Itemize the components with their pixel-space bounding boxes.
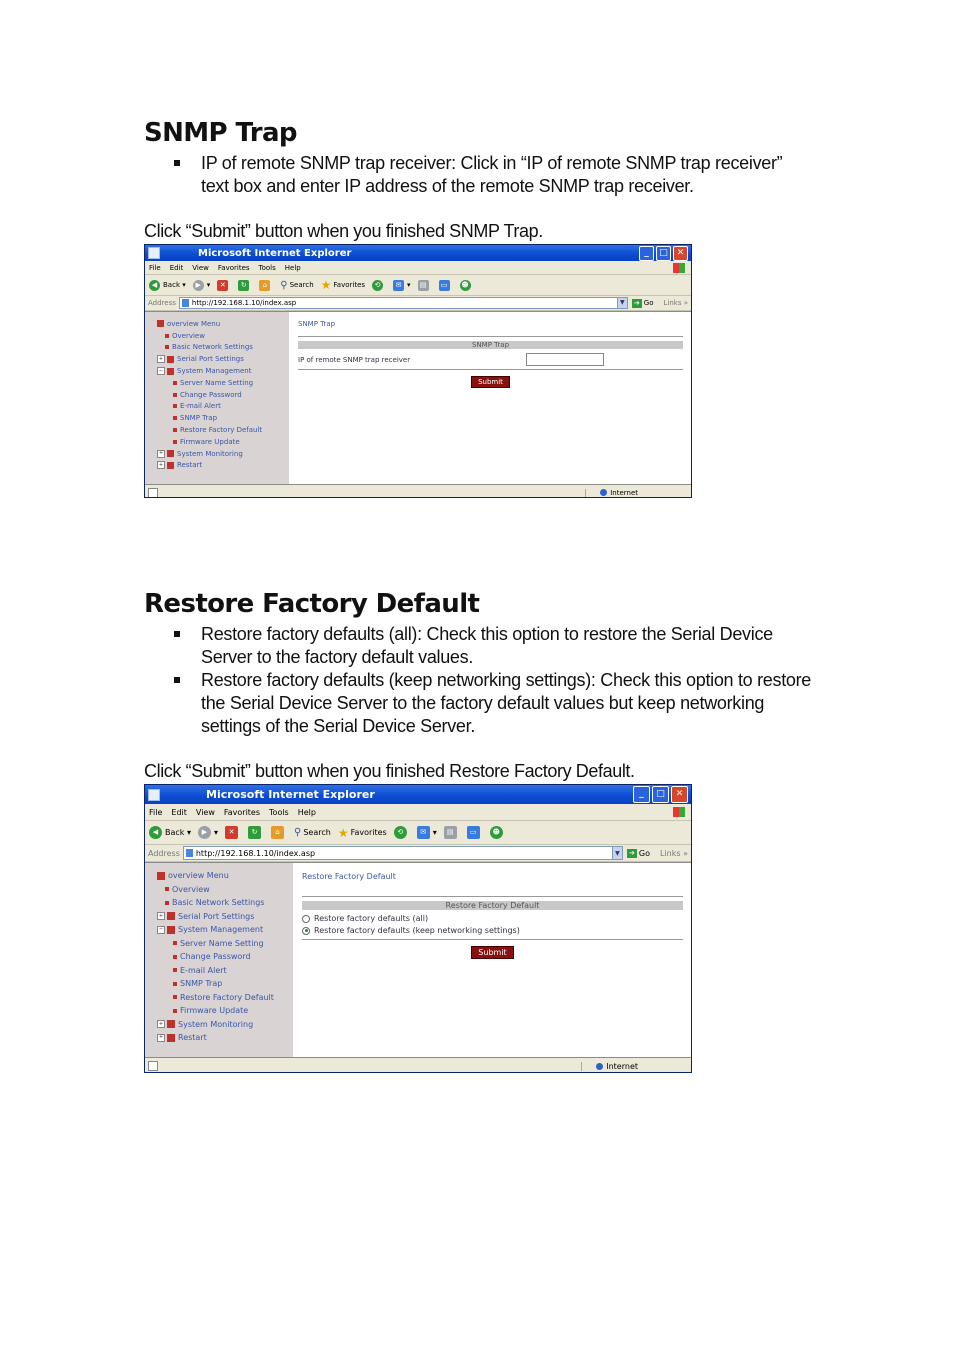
menu-tools[interactable]: Tools	[258, 263, 276, 272]
page-icon	[173, 982, 177, 986]
zone-label: Internet	[610, 488, 638, 497]
nav-item-restore-default[interactable]	[145, 991, 293, 1005]
main-panel	[293, 863, 691, 1057]
print-icon: ▤	[444, 826, 457, 839]
go-button[interactable]	[632, 299, 654, 308]
page-icon	[173, 995, 177, 999]
edit-icon: ▭	[467, 826, 480, 839]
nav-item-email-alert[interactable]	[145, 964, 293, 978]
chevron-down-icon[interactable]: ▼	[612, 847, 622, 858]
nav-item-restart[interactable]	[145, 1031, 293, 1045]
menu-favorites[interactable]: Favorites	[223, 807, 261, 817]
radio-restore-all[interactable]	[302, 915, 310, 923]
home-icon: ⌂	[271, 826, 284, 839]
back-button[interactable]: ◀ Back ▾	[149, 280, 186, 291]
nav-item-overview[interactable]	[145, 330, 289, 342]
collapse-icon[interactable]: −	[158, 367, 164, 374]
divider	[302, 896, 683, 897]
ie-app-icon	[148, 789, 160, 801]
section-title-restore-default: Restore Factory Default	[144, 589, 480, 619]
menu-tools[interactable]: Tools	[269, 807, 289, 817]
page-icon	[173, 404, 177, 408]
links-label: Links	[663, 299, 682, 307]
page-icon	[173, 440, 177, 444]
search-label: Search	[289, 281, 314, 289]
page-status-icon	[148, 1061, 158, 1071]
zone-label: Internet	[606, 1061, 638, 1071]
option-restore-all[interactable]	[302, 914, 683, 923]
mail-icon: ✉	[417, 826, 430, 839]
folder-icon	[157, 872, 165, 880]
messenger-icon: ☻	[490, 826, 503, 839]
nav-label: Firmware Update	[180, 437, 240, 446]
toolbar	[145, 275, 691, 296]
nav-label: Restart	[177, 461, 203, 470]
ie-app-icon	[148, 247, 160, 259]
minimize-icon[interactable]: _	[633, 786, 650, 803]
minimize-icon[interactable]: _	[639, 246, 654, 261]
folder-icon	[167, 462, 174, 469]
page-icon	[165, 345, 169, 349]
print-button[interactable]	[444, 826, 460, 839]
refresh-button[interactable]	[248, 826, 264, 839]
option-label: Restore factory defaults (keep networking settings)	[314, 926, 520, 935]
nav-label: System Management	[178, 925, 264, 935]
nav-label: Change Password	[180, 952, 251, 962]
history-icon: ⟲	[394, 826, 407, 839]
home-button[interactable]	[271, 826, 287, 839]
print-button[interactable]	[418, 280, 432, 291]
menu-bar	[145, 804, 691, 821]
nav-item-serial-port[interactable]	[145, 353, 289, 365]
form-header: SNMP Trap	[298, 341, 683, 349]
page-icon	[173, 955, 177, 959]
globe-icon	[596, 1063, 603, 1070]
nav-label: Overview	[172, 331, 205, 340]
maximize-icon[interactable]: □	[656, 246, 671, 261]
nav-label: Basic Network Settings	[172, 343, 253, 352]
nav-label: E-mail Alert	[180, 402, 221, 411]
page-title: Restore Factory Default	[302, 872, 396, 881]
edit-button[interactable]	[439, 280, 453, 291]
menu-edit[interactable]: Edit	[171, 807, 187, 817]
folder-icon	[167, 1034, 175, 1042]
back-label: Back	[165, 828, 185, 837]
nav-label: System Monitoring	[177, 449, 243, 458]
nav-item-server-name[interactable]	[145, 937, 293, 951]
links-label: Links	[660, 848, 681, 858]
search-label: Search	[303, 828, 331, 837]
chevron-down-icon[interactable]: ▼	[617, 298, 627, 308]
search-button[interactable]	[294, 827, 331, 838]
nav-item-basic-network[interactable]	[145, 896, 293, 910]
page-icon	[173, 1009, 177, 1013]
page-title: SNMP Trap	[298, 320, 336, 328]
status-bar	[145, 1057, 691, 1073]
snmp-ip-input[interactable]	[526, 353, 604, 366]
nav-item-system-management[interactable]	[145, 923, 293, 937]
page-icon	[165, 887, 169, 891]
windows-logo-icon	[673, 807, 685, 817]
instruction-note-restore: Click “Submit” button when you finished Restore Factory Default.	[144, 761, 635, 781]
stop-icon: ✕	[225, 826, 238, 839]
security-zone	[585, 489, 638, 497]
title-bar[interactable]	[145, 245, 691, 261]
back-button[interactable]: ◀ Back ▾	[149, 826, 191, 839]
nav-item-server-name[interactable]	[145, 377, 289, 389]
search-icon: ⚲	[280, 279, 288, 291]
expand-icon[interactable]: +	[158, 450, 164, 457]
main-panel	[289, 312, 691, 484]
option-label: Restore factory defaults (all)	[314, 914, 429, 923]
messenger-icon: ☻	[461, 280, 469, 289]
nav-label: overview Menu	[168, 871, 229, 881]
links-button[interactable]: Links »	[660, 848, 688, 858]
page-status-icon	[148, 488, 158, 498]
menu-view[interactable]: View	[192, 263, 209, 272]
menu-edit[interactable]: Edit	[169, 263, 184, 272]
back-arrow-icon: ◀	[149, 280, 160, 291]
page-content	[145, 311, 691, 484]
nav-label: Restore Factory Default	[180, 992, 274, 1002]
windows-logo-icon	[673, 263, 685, 273]
folder-icon	[167, 926, 175, 934]
page-icon	[173, 416, 177, 420]
collapse-icon[interactable]: −	[158, 926, 164, 933]
form-row	[298, 353, 683, 366]
nav-label: System Management	[177, 367, 252, 376]
ie-window-snmp	[144, 244, 692, 498]
back-label: Back	[163, 281, 180, 289]
nav-item-restart[interactable]	[145, 460, 289, 472]
page-icon	[186, 849, 193, 857]
bullet-item: Restore factory defaults (all): Check this option to restore the Serial Device Server to the factory default values.	[172, 623, 812, 669]
nav-item-system-monitoring[interactable]	[145, 1018, 293, 1032]
nav-label: System Monitoring	[178, 1019, 254, 1029]
page-icon	[173, 968, 177, 972]
address-bar	[145, 296, 691, 311]
go-arrow-icon: ➔	[632, 299, 642, 308]
page-icon	[165, 334, 169, 338]
nav-item-snmp-trap[interactable]	[145, 412, 289, 424]
favorites-star-icon: ★	[320, 278, 332, 292]
divider	[298, 369, 683, 370]
expand-icon[interactable]: +	[158, 1020, 164, 1027]
nav-item-change-password[interactable]	[145, 950, 293, 964]
address-input[interactable]	[183, 846, 623, 859]
nav-label: Restore Factory Default	[180, 426, 263, 435]
address-label: Address	[148, 299, 176, 307]
print-icon: ▤	[418, 280, 429, 291]
menu-favorites[interactable]: Favorites	[217, 263, 250, 272]
nav-tree	[145, 312, 289, 484]
folder-icon	[167, 368, 174, 375]
folder-icon	[167, 1020, 175, 1028]
nav-item-serial-port[interactable]	[145, 910, 293, 924]
bullet-list-restore-default	[172, 623, 812, 738]
favorites-button[interactable]	[338, 826, 387, 840]
search-icon: ⚲	[294, 827, 302, 838]
close-icon[interactable]: ✕	[673, 246, 688, 261]
field-label: IP of remote SNMP trap receiver	[298, 355, 411, 364]
favorites-button[interactable]	[321, 278, 365, 292]
favorites-label: Favorites	[350, 828, 387, 837]
forward-arrow-icon: ▶	[198, 826, 211, 839]
nav-label: overview Menu	[167, 319, 221, 328]
nav-item-system-management[interactable]	[145, 365, 289, 377]
submit-button[interactable]: Submit	[471, 376, 510, 388]
nav-label: Server Name Setting	[180, 378, 254, 387]
nav-item-firmware-update[interactable]	[145, 1004, 293, 1018]
nav-label: Overview	[172, 884, 210, 894]
nav-label: SNMP Trap	[180, 979, 223, 989]
forward-button[interactable]: ▶ ▾	[193, 280, 211, 291]
history-button[interactable]	[372, 280, 386, 291]
title-bar[interactable]	[145, 785, 691, 804]
page-icon	[173, 941, 177, 945]
nav-item-basic-network[interactable]	[145, 342, 289, 354]
edit-button[interactable]	[467, 826, 483, 839]
nav-label: Server Name Setting	[180, 938, 264, 948]
nav-label: SNMP Trap	[180, 414, 218, 423]
go-button[interactable]	[627, 849, 650, 858]
divider	[298, 336, 683, 337]
nav-label: E-mail Alert	[180, 965, 227, 975]
menu-view[interactable]: View	[195, 807, 215, 817]
page-icon	[173, 381, 177, 385]
bullet-item: Restore factory defaults (keep networking settings): Check this option to restore the Serial Device Server to the factory default values but keep networking settings of the Serial Device Server.	[172, 669, 812, 738]
expand-icon[interactable]: +	[158, 461, 164, 468]
bullet-list-snmp-trap	[172, 152, 812, 198]
nav-item-overview-menu[interactable]	[145, 869, 293, 883]
history-icon: ⟲	[372, 280, 383, 291]
stop-icon: ✕	[217, 280, 228, 291]
mail-button[interactable]: ✉ ▾	[417, 826, 437, 839]
option-restore-keep-network[interactable]	[302, 926, 683, 935]
nav-item-snmp-trap[interactable]	[145, 977, 293, 991]
page-icon	[173, 428, 177, 432]
menu-file[interactable]: File	[149, 807, 163, 817]
expand-icon[interactable]: +	[158, 912, 164, 919]
mail-button[interactable]: ✉ ▾	[393, 280, 411, 291]
status-bar	[145, 484, 691, 498]
address-input[interactable]	[179, 297, 628, 309]
nav-label: Change Password	[180, 390, 242, 399]
home-button[interactable]	[259, 280, 273, 291]
nav-item-email-alert[interactable]	[145, 401, 289, 413]
expand-icon[interactable]: +	[158, 355, 164, 362]
nav-tree	[145, 863, 293, 1057]
messenger-button[interactable]	[490, 826, 506, 839]
menu-help[interactable]: Help	[284, 263, 301, 272]
nav-label: Serial Port Settings	[178, 911, 255, 921]
url-text: http://192.168.1.10/index.asp	[195, 848, 316, 858]
section-title-snmp-trap: SNMP Trap	[144, 118, 297, 148]
nav-item-change-password[interactable]	[145, 389, 289, 401]
forward-arrow-icon: ▶	[193, 280, 204, 291]
nav-label: Serial Port Settings	[177, 355, 244, 364]
home-icon: ⌂	[259, 280, 270, 291]
forward-button[interactable]: ▶ ▾	[198, 826, 218, 839]
go-label: Go	[638, 848, 650, 858]
page-icon	[182, 299, 189, 307]
folder-icon	[167, 912, 175, 920]
window-title: Microsoft Internet Explorer	[198, 247, 352, 259]
radio-restore-keep-network[interactable]	[302, 927, 310, 935]
maximize-icon[interactable]: □	[652, 786, 669, 803]
nav-item-overview-menu[interactable]	[145, 318, 289, 330]
page-icon	[173, 393, 177, 397]
nav-item-restore-default[interactable]	[145, 424, 289, 436]
folder-icon	[157, 320, 164, 327]
bullet-item: IP of remote SNMP trap receiver: Click in “IP of remote SNMP trap receiver” text box and enter IP address of the remote SNMP trap receiver.	[172, 152, 812, 198]
edit-icon: ▭	[439, 280, 450, 291]
messenger-button[interactable]	[460, 280, 474, 291]
url-text: http://192.168.1.10/index.asp	[191, 298, 297, 307]
address-label: Address	[148, 848, 180, 858]
close-icon[interactable]: ✕	[671, 786, 688, 803]
nav-item-overview[interactable]	[145, 883, 293, 897]
refresh-icon: ↻	[238, 280, 249, 291]
menu-help[interactable]: Help	[297, 807, 316, 817]
submit-button[interactable]: Submit	[471, 946, 513, 959]
links-button[interactable]: Links »	[663, 299, 688, 307]
history-button[interactable]	[394, 826, 410, 839]
nav-label: Restart	[178, 1033, 207, 1043]
favorites-star-icon: ★	[337, 825, 349, 840]
refresh-icon: ↻	[248, 826, 261, 839]
instruction-note-snmp: Click “Submit” button when you finished SNMP Trap.	[144, 221, 543, 241]
menu-file[interactable]: File	[149, 263, 161, 272]
ie-window-restore	[144, 784, 692, 1073]
mail-icon: ✉	[393, 280, 404, 291]
toolbar	[145, 821, 691, 845]
folder-icon	[167, 450, 174, 457]
form-header: Restore Factory Default	[302, 901, 683, 910]
search-button[interactable]	[280, 280, 313, 291]
nav-label: Firmware Update	[180, 1006, 249, 1016]
window-title: Microsoft Internet Explorer	[206, 788, 375, 801]
stop-button[interactable]	[225, 826, 241, 839]
security-zone	[581, 1062, 638, 1071]
back-arrow-icon: ◀	[149, 826, 162, 839]
address-bar	[145, 845, 691, 862]
menu-bar	[145, 261, 691, 275]
folder-icon	[167, 356, 174, 363]
nav-item-firmware-update[interactable]	[145, 436, 289, 448]
go-arrow-icon: ➔	[627, 849, 637, 858]
nav-label: Basic Network Settings	[172, 898, 265, 908]
globe-icon	[600, 489, 607, 496]
favorites-label: Favorites	[333, 281, 366, 289]
expand-icon[interactable]: +	[158, 1034, 164, 1041]
page-icon	[165, 901, 169, 905]
page-content	[145, 862, 691, 1057]
nav-item-system-monitoring[interactable]	[145, 448, 289, 460]
go-label: Go	[643, 299, 654, 307]
refresh-button[interactable]	[238, 280, 252, 291]
divider	[302, 939, 683, 940]
stop-button[interactable]	[217, 280, 231, 291]
